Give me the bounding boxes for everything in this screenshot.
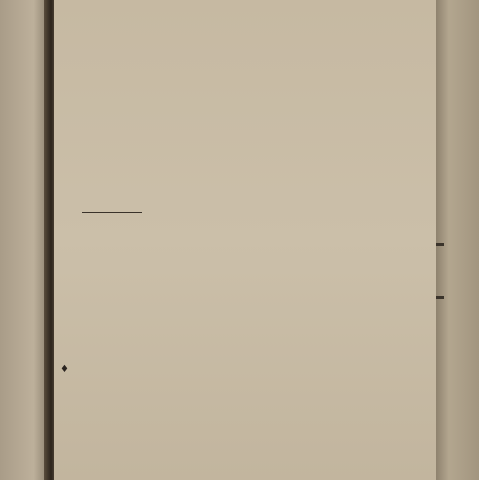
main-page — [54, 0, 444, 480]
edge-mark — [436, 296, 444, 299]
left-page — [0, 0, 48, 480]
vocab-divider — [82, 212, 142, 213]
diamond-icon: ♦ — [60, 364, 69, 375]
edge-mark — [436, 243, 444, 246]
right-page-edge — [436, 0, 479, 480]
